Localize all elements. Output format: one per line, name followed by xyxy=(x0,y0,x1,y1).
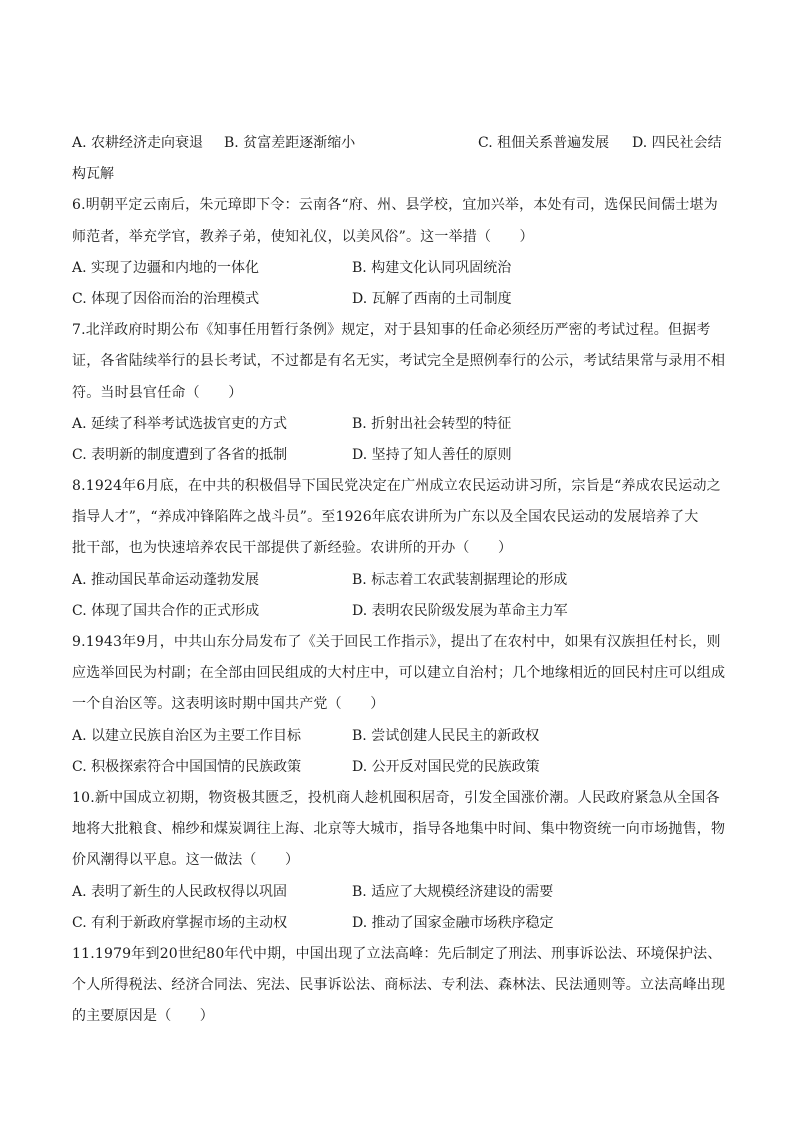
option-c[interactable]: C. 表明新的制度遭到了各省的抵制 xyxy=(72,446,288,463)
option-a[interactable]: A. 推动国民革命运动蓬勃发展 xyxy=(72,571,260,588)
option-a[interactable]: A. 延续了科举考试选拔官吏的方式 xyxy=(72,415,288,432)
options-row xyxy=(72,877,722,908)
question-10 xyxy=(72,783,726,939)
options-row xyxy=(72,253,722,284)
option-d[interactable]: D. 坚持了知人善任的原则 xyxy=(352,446,512,463)
question-stem-line: 6.明朝平定云南后，朱元璋即下令：云南各“府、州、县学校，宜加兴举，本处有司，选保民间儒士堪为 xyxy=(72,197,718,214)
option-c[interactable]: C. 体现了因俗而治的治理模式 xyxy=(72,290,260,307)
question-stem-line: 指导人才”，“养成冲锋陷阵之战斗员”。至1926年底农讲所为广东以及全国农民运动的发展培养了大 xyxy=(72,509,699,526)
option-a[interactable]: A. 表明了新生的人民政权得以巩固 xyxy=(72,883,288,900)
question-stem-line: 符。当时县官任命（ ） xyxy=(72,384,243,401)
question-stem-line: 的主要原因是（ ） xyxy=(72,1008,214,1025)
question-stem-line: 8.1924年6月底，在中共的积极倡导下国民党决定在广州成立农民运动讲习所，宗旨是“养成农民运动之 xyxy=(72,478,721,495)
question-7 xyxy=(72,315,726,471)
question-stem-line: 9.1943年9月，中共山东分局发布了《关于回民工作指示》，提出了在农村中，如果有汉族担任村长，则 xyxy=(72,634,721,650)
question-stem-line: 证，各省陆续举行的县长考试，不过都是有名无实，考试完全是照例奉行的公示，考试结果常与录用不相 xyxy=(72,353,726,370)
option-b[interactable]: B. 适应了大规模经济建设的需要 xyxy=(352,883,554,900)
options-row xyxy=(72,565,722,596)
question-6 xyxy=(72,190,722,315)
option-c[interactable]: C. 有利于新政府掌握市场的主动权 xyxy=(72,914,288,931)
q5-option-a[interactable]: A. 农耕经济走向衰退 xyxy=(72,135,204,151)
options-row xyxy=(72,721,722,752)
options-row xyxy=(72,409,722,440)
options-row xyxy=(72,284,722,315)
question-9 xyxy=(72,627,726,783)
q5-option-d[interactable]: D. 四民社会结 xyxy=(632,135,722,151)
question-stem-line: 地将大批粮食、棉纱和煤炭调往上海、北京等大城市，指导各地集中时间、集中物资统一向市场抛售，物 xyxy=(72,821,726,838)
options-row xyxy=(72,752,722,783)
question-stem-line: 个人所得税法、经济合同法、宪法、民事诉讼法、商标法、专利法、森林法、民法通则等。立法高峰出现 xyxy=(72,977,726,994)
question-stem-line: 10.新中国成立初期，物资极其匮乏，投机商人趁机囤积居奇，引发全国涨价潮。人民政府紧急从全国各 xyxy=(72,789,720,806)
option-b[interactable]: B. 折射出社会转型的特征 xyxy=(352,415,512,432)
question-stem-line: 师范者，举充学官，教养子弟，使知礼仪，以美风俗”。这一举措（ ） xyxy=(72,228,534,245)
options-row xyxy=(72,908,722,939)
option-d[interactable]: D. 公开反对国民党的民族政策 xyxy=(352,758,540,775)
option-b[interactable]: B. 尝试创建人民民主的新政权 xyxy=(352,727,540,744)
q5-option-c[interactable]: C. 租佃关系普遍发展 xyxy=(478,135,610,151)
options-row xyxy=(72,440,722,471)
question-stem-line: 批干部，也为快速培养农民干部提供了新经验。农讲所的开办（ ） xyxy=(72,540,513,557)
option-d[interactable]: D. 瓦解了西南的土司制度 xyxy=(352,290,512,307)
option-d[interactable]: D. 表明农民阶级发展为革命主力军 xyxy=(352,602,568,619)
q5-options xyxy=(72,128,722,159)
option-a[interactable]: A. 以建立民族自治区为主要工作目标 xyxy=(72,727,302,744)
question-8 xyxy=(72,471,722,627)
option-c[interactable]: C. 体现了国共合作的正式形成 xyxy=(72,602,260,619)
question-stem-line: 应选举回民为村副；在全部由回民组成的大村庄中，可以建立自治村；几个地缘相近的回民村庄可以组成 xyxy=(72,665,726,682)
question-stem-line: 11.1979年到20世纪80年代中期，中国出现了立法高峰：先后制定了刑法、刑事诉讼法、环境保护法、 xyxy=(72,945,722,962)
option-b[interactable]: B. 构建文化认同巩固统治 xyxy=(352,259,512,276)
question-stem-line: 7.北洋政府时期公布《知事任用暂行条例》规定，对于县知事的任命必须经历严密的考试过程。但据考 xyxy=(72,322,711,339)
option-c[interactable]: C. 积极探索符合中国国情的民族政策 xyxy=(72,758,302,775)
q5-option-d-wrap: 构瓦解 xyxy=(72,166,114,183)
question-11 xyxy=(72,939,726,1033)
option-a[interactable]: A. 实现了边疆和内地的一体化 xyxy=(72,259,260,276)
option-d[interactable]: D. 推动了国家金融市场秩序稳定 xyxy=(352,914,554,931)
exam-page xyxy=(72,128,726,1032)
option-b[interactable]: B. 标志着工农武装割据理论的形成 xyxy=(352,571,568,588)
options-row xyxy=(72,596,722,627)
q5-option-b[interactable]: B. 贫富差距逐渐缩小 xyxy=(224,135,356,151)
question-stem-line: 价风潮得以平息。这一做法（ ） xyxy=(72,852,300,869)
question-stem-line: 一个自治区等。这表明该时期中国共产党（ ） xyxy=(72,696,385,713)
